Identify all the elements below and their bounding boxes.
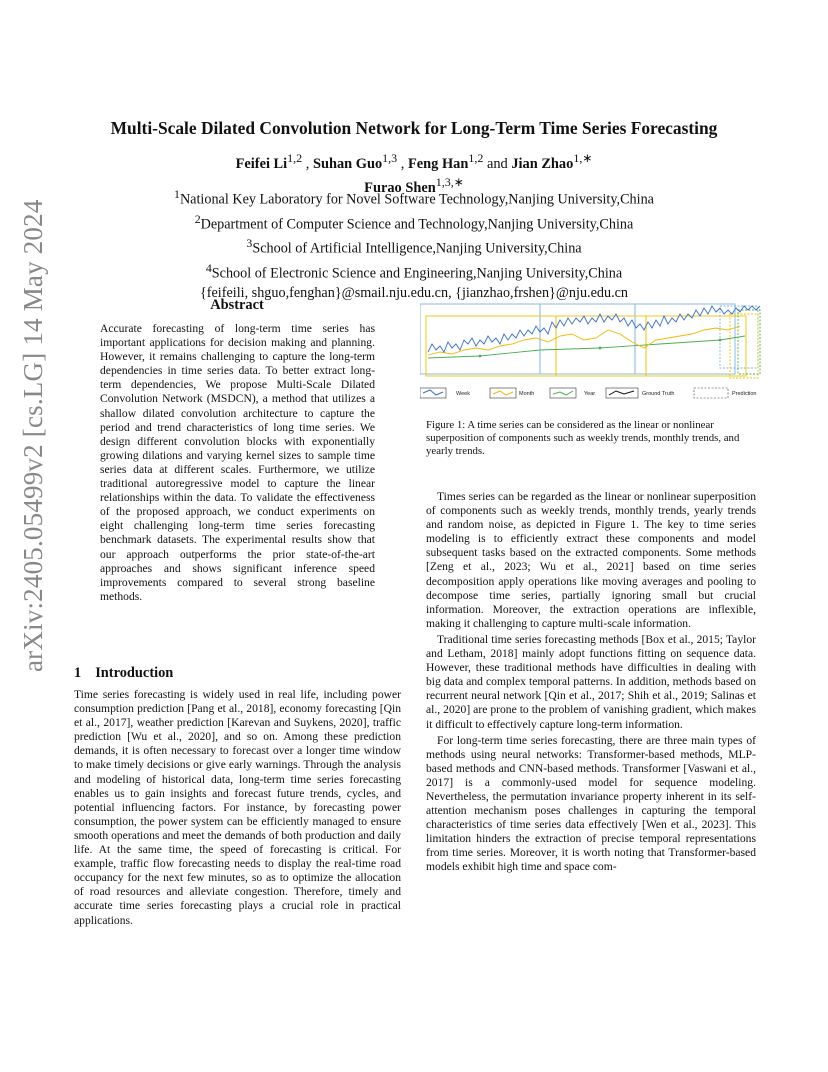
body-paragraph: For long-term time series forecasting, there are three main types of methods using neural networks: Transformer-based methods, MLP-based methods and CNN-based methods. Transformer [Vaswani et al., 2017] is a commonly-used model for sequence modeling. Nevertheless, the permutation invariance property inherent in its self-attention mechanism poses challenges in capturing the temporal characteristics of time series data effectively [Wen et al., 2023]. This limitation hinders the extraction of precise temporal representations from time series. Moreover, it is worth noting that Transformer-based models exhibit high time and space com- [426, 733, 756, 874]
abstract-body [100, 322, 375, 604]
prediction-box [738, 310, 760, 374]
author-affil-sup: 1,3 [382, 151, 398, 165]
legend-prediction [694, 388, 756, 398]
affil-text: School of Artificial Intelligence,Nanjing University,China [252, 241, 582, 258]
author-emails: {feifeili, shguo,fenghan}@smail.nju.edu.cn, {jianzhao,frshen}@nju.edu.cn [199, 284, 629, 301]
arxiv-identifier: arXiv:2405.05499v2 [cs.LG] 14 May 2024 [18, 199, 48, 672]
author-affil-sup: 1,2 [287, 151, 303, 165]
section-heading-introduction [74, 665, 187, 682]
affiliation [0, 259, 828, 284]
body-paragraph: Traditional time series forecasting methods [Box et al., 2015; Taylor and Letham, 2018] mainly adopt functions fitting on sequence data. However, these traditional methods have difficulties in dealing with big data and complex temporal patterns. In addition, methods based on recurrent neural network [Qin et al., 2017; Shih et al., 2019; Salinas et al., 2020] are prone to the problem of vanishing gradient, which makes it difficult to effectively capture long-term information. [426, 632, 756, 731]
legend-prediction-box [694, 388, 728, 398]
affil-sup: 3 [246, 236, 253, 251]
affil-text: School of Electronic Science and Engineering,Nanjing University,China [211, 265, 623, 282]
affiliation [0, 210, 828, 235]
affil-sup: 4 [205, 261, 212, 276]
affiliation [0, 234, 828, 259]
abstract-heading: Abstract [210, 297, 264, 313]
figure-1-caption: Figure 1: A time series can be considered as the linear or nonlinear superposition of components such as weekly trends, monthly trends, and yearly trends. [426, 419, 740, 458]
author-name: Feng Han [407, 155, 469, 172]
year-trend-points [479, 339, 722, 358]
legend-prediction-label: Prediction [732, 391, 757, 397]
affil-sup: 1 [174, 187, 180, 201]
legend-year-swatch [553, 391, 573, 395]
author-affil-sup: 1,2 [468, 151, 484, 165]
figure-1-time-series-decomposition [420, 300, 765, 410]
section-title: Introduction [95, 665, 174, 681]
paper-title: Multi-Scale Dilated Convolution Network for Long-Term Time Series Forecasting [110, 118, 718, 138]
affil-text: National Key Laboratory for Novel Software Technology,Nanjing University,China [179, 191, 654, 208]
affiliation [0, 185, 828, 210]
legend-week [420, 388, 470, 398]
figure-legend [420, 388, 756, 398]
legend-week-label: Week [456, 391, 470, 397]
affil-text: Department of Computer Science and Technology,Nanjing University,China [200, 216, 634, 233]
week-window-box [420, 304, 540, 374]
month-window-box [646, 316, 746, 376]
body-paragraph: Times series can be regarded as the linear or nonlinear superposition of components such as weekly trends, monthly trends, yearly trends and random noise, as depicted in Figure 1. The key to time series modeling is to efficiently extract these components and model subsequent tasks based on the extracted components. Some methods [Zeng et al., 2023; Wu et al., 2021] based on time series decomposition apply operations like moving averages and pooling to decompose time series, partially ignoring small but crucial information. Moreover, the extraction operations are inflexible, making it challenging to capture multi-scale information. [426, 490, 756, 630]
affiliation-list [0, 185, 828, 303]
legend-year [550, 388, 595, 398]
intro-paragraph: Time series forecasting is widely used in real life, including power consumption prediction [Pang et al., 2018], economy forecasting [Qin et al., 2017], weather prediction [Karevan and Suykens, 2020], traffic prediction [Wu et al., 2020], and so on. Among these prediction demands, it is often necessary to forecast over a longer time window to make timely decisions or give early warnings. Through the analysis and modeling of historical data, long-term time series forecasting enables us to gain insights and forecast future trends, cycles, and potential influencing factors. For instance, by forecasting power consumption, the power system can be efficiently managed to ensure smooth operations and meet the demands of both production and daily life. At the same time, the speed of forecasting is critical. For example, traffic flow forecasting needs to display the real-time road occupancy for the next few minutes, so as to optimize the allocation of road resources and alleviate congestion. Therefore, timely and accurate time series forecasting plays a crucial role in practical applications. [74, 688, 401, 927]
author-name: Jian Zhao [511, 155, 574, 172]
legend-truth-swatch [609, 391, 634, 395]
section-number: 1 [74, 665, 82, 681]
legend-month-swatch [493, 391, 513, 395]
legend-week-swatch [423, 390, 443, 395]
author-name: Furao Shen [364, 179, 436, 196]
abstract-text: Accurate forecasting of long-term time series has important applications for decision making and planning. However, it remains challenging to capture the long-term dependencies in time series data. To better extract long-term dependencies, We propose Multi-Scale Dilated Convolution Network (MSDCN), a method that utilizes a shallow dilated convolution architecture to capture the period and trend characteristics of long time series. We design different convolution blocks with exponentially growing dilations and varying kernel sizes to sample time series data at different scales. Furthermore, we utilize traditional autoregressive model to capture the linear relationships within the data. To validate the effectiveness of the proposed approach, we conduct experiments on eight challenging long-term time series forecasting benchmark datasets. The experimental results show that our approach outperforms the prior state-of-the-art approaches and shows significant inference speed improvements compared to several strong baseline methods. [100, 322, 375, 603]
month-trend-line [428, 326, 740, 355]
author-and: and [486, 155, 508, 172]
author-name: Suhan Guo [312, 155, 383, 172]
author-line-1: Feifei Li$^{1,2}$ , Suhan Guo$^{1,3}$ , Feng Han$^{1,2}$ and Jian Zhao$^{1,∗}$ [235, 151, 593, 172]
author-affil-sup: 1,∗ [573, 151, 593, 165]
legend-truth-label: Ground Truth [642, 391, 675, 397]
right-column-body [426, 490, 756, 877]
author-affil-sup: 1,3,∗ [435, 174, 464, 189]
author-name: Feifei Li [235, 155, 288, 172]
introduction-body [74, 688, 401, 928]
legend-year-label: Year [584, 391, 596, 397]
legend-month-label: Month [519, 391, 535, 397]
affil-sup: 2 [194, 211, 201, 226]
month-window-box [426, 316, 556, 376]
legend-ground-truth [606, 388, 674, 398]
legend-month [490, 388, 534, 398]
